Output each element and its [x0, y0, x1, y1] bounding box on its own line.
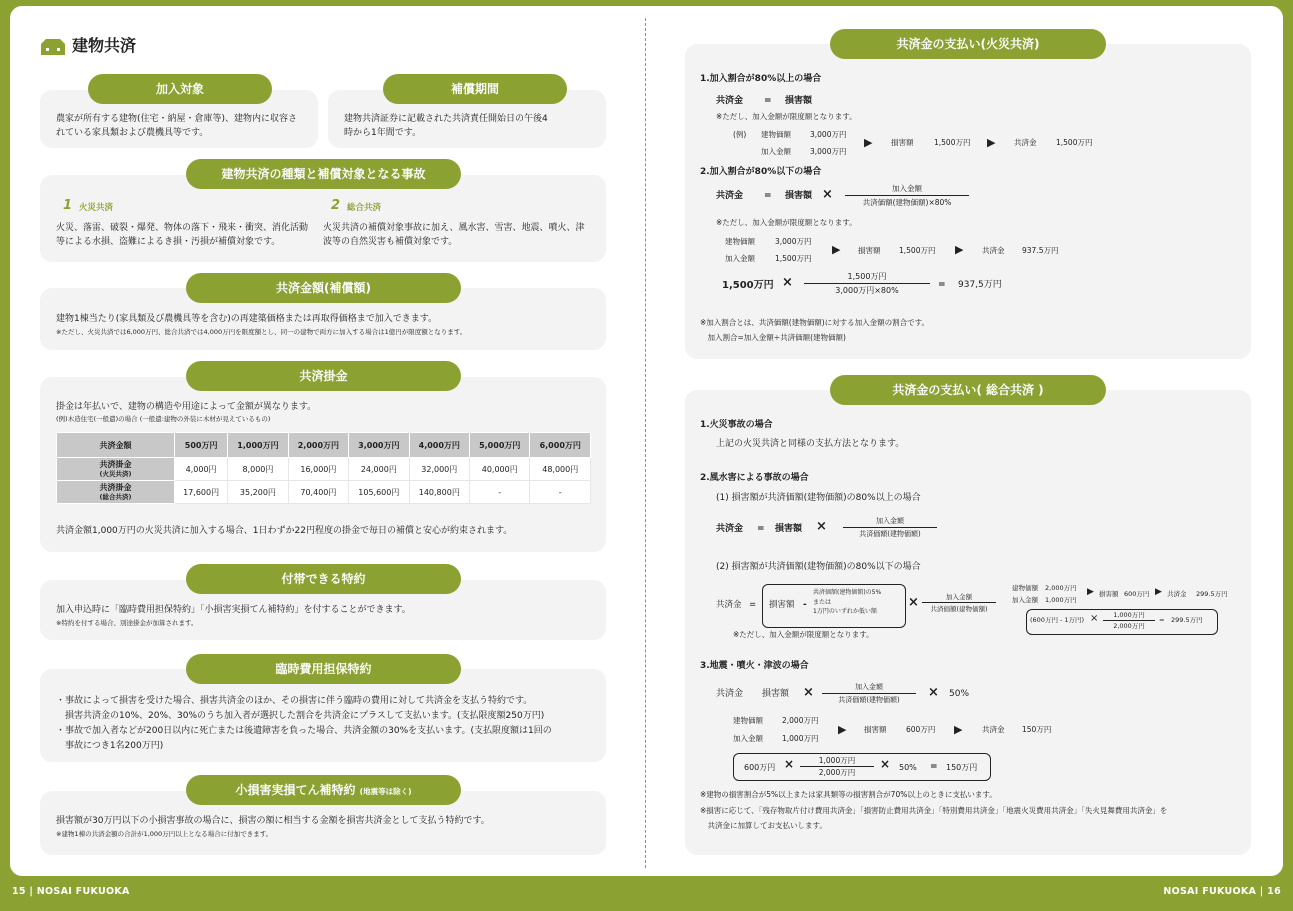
sogo-section-1-text: 上記の火災共済と同様の支払方法となります。	[716, 439, 905, 449]
ex3-ka-label: 加入金額	[1012, 596, 1038, 604]
table-cell: 48,000円	[530, 458, 591, 481]
ex-sg-label: 損害額	[891, 138, 914, 147]
formula-equals: =	[930, 762, 938, 772]
shurui-text-a2: 等による水損、盗難によるき損・汚損が補償対象です。	[56, 237, 281, 247]
sogo-section-2: 2.風水害による事故の場合	[700, 473, 809, 483]
calc-subtraction: (600万円 - 1万円)	[1030, 616, 1085, 624]
table-cell: 70,400円	[288, 481, 348, 504]
footer-right: NOSAI FUKUOKA | 16	[1163, 886, 1281, 897]
kakekin-table	[56, 432, 591, 504]
ex2-kv-label: 建物価額	[725, 237, 755, 246]
shoson-text-1: 損害額が30万円以下の小損害事故の場合に、損害の額に相当する金額を損害共済金として支払う特約です。	[56, 816, 490, 826]
fraction-denominator: 共済価額(建物価額)	[930, 605, 988, 613]
shurui-text-b2: 波等の自然災害も補償対象です。	[323, 237, 458, 247]
table-header-row	[57, 433, 591, 458]
rinji-heading: 臨時費用担保特約	[186, 654, 461, 684]
sogo-section-1: 1.火災事故の場合	[700, 420, 773, 430]
shurui-num-2: 2	[331, 198, 341, 213]
calc-fraction	[804, 271, 930, 296]
row-header-main: 共済掛金	[99, 459, 132, 469]
ex2-ka-value: 1,500万円	[775, 254, 812, 263]
formula-songai: 損害額	[762, 689, 790, 699]
times-icon: ×	[782, 275, 793, 290]
hosho-text-1: 建物共済証券に記載された共済責任開始日の午後4	[344, 114, 548, 124]
table-cell: 24,000円	[349, 458, 409, 481]
kasai-heading: 共済金の支払い(火災共済)	[830, 29, 1106, 59]
ex4-kyo-value: 150万円	[1022, 725, 1052, 734]
formula-minus: -	[803, 600, 807, 610]
fraction-denominator: 共済価額(建物価額)	[859, 530, 921, 538]
ex-kv-label: 建物価額	[761, 130, 791, 139]
ex-sg-value: 1,500万円	[934, 138, 971, 147]
kingaku-text-1: 建物1棟当たり(家具類及び農機具等を含む)の再建築価格または再取得価格まで加入できます。	[56, 314, 438, 324]
ex4-ka-value: 1,000万円	[782, 734, 819, 743]
ex3-sg-label: 損害額	[1099, 590, 1119, 598]
fraction-denominator: 共済価額(建物価額)×80%	[862, 198, 952, 207]
rinji-text-3: ・事故で加入者などが200日以内に死亡または後遺障害を負った場合、共済金額の30%を支払います。(支払限度額は1回の	[56, 726, 552, 736]
formula-kyosaikin: 共済金	[716, 524, 744, 534]
ex3-kv-label: 建物価額	[1012, 584, 1038, 592]
kanyu-text-1: 農家が所有する建物(住宅・納屋・倉庫等)、建物内に収容さ	[56, 114, 298, 124]
times-icon: ×	[822, 187, 833, 202]
sogo-note-2: ※建物の損害割合が5%以上または家具類等の損害割合が70%以上のときに支払います。	[700, 790, 997, 799]
kingaku-heading: 共済金額(補償額)	[186, 273, 461, 303]
shoson-heading-sub: (地震等は除く)	[359, 787, 412, 796]
table-cell: 105,600円	[349, 481, 409, 504]
times-icon: ×	[784, 757, 795, 771]
rinji-text-2: 損害共済金の10%、20%、30%のうち加入者が選択した割合を共済金にプラスして支払います。(支払限度額250万円)	[56, 711, 545, 721]
table-header: 共済金額	[57, 433, 175, 458]
formula-equals: =	[764, 96, 772, 106]
example-label: (例)	[733, 130, 747, 139]
kasai-section-1: 1.加入割合が80%以上の場合	[700, 74, 822, 84]
sogo-section-2b: (2) 損害額が共済価額(建物価額)の80%以下の場合	[716, 562, 921, 572]
ex-ka-value: 3,000万円	[810, 147, 847, 156]
shoson-heading-main: 小損害実損てん補特約	[235, 783, 356, 797]
table-cell: 40,000円	[470, 458, 530, 481]
ex2-kyo-value: 937.5万円	[1022, 246, 1059, 255]
table-row	[57, 481, 591, 504]
ex2-sg-value: 1,500万円	[899, 246, 936, 255]
ex-ka-label: 加入金額	[761, 147, 791, 156]
fraction-denominator: 3,000万円×80%	[835, 286, 899, 295]
row-header	[57, 458, 175, 481]
row-header	[57, 481, 175, 504]
fraction-kanyu	[822, 682, 916, 705]
table-header: 3,000万円	[349, 433, 409, 458]
fraction-kanyu	[843, 516, 937, 539]
formula-equals: =	[938, 280, 946, 290]
fraction-numerator: 加入金額	[843, 516, 937, 528]
tokuyaku-heading: 付帯できる特約	[186, 564, 461, 594]
table-row	[57, 458, 591, 481]
tokuyaku-text-1: 加入申込時に「臨時費用担保特約」「小損害実損てん補特約」を付することができます。	[56, 605, 411, 615]
ex2-kyo-label: 共済金	[982, 246, 1005, 255]
hosho-text-2: 時から1年間です。	[344, 128, 422, 138]
formula-songai: 損害額	[775, 524, 803, 534]
calc-amount: 600万円	[744, 763, 776, 772]
ex-kyo-value: 1,500万円	[1056, 138, 1093, 147]
row-header-sub: (火災共済)	[99, 469, 132, 478]
calc-amount: 1,500万円	[722, 280, 774, 291]
ex2-ka-label: 加入金額	[725, 254, 755, 263]
ex4-kyo-label: 共済金	[982, 725, 1005, 734]
calc-fraction	[1103, 611, 1155, 630]
times-icon: ×	[880, 757, 891, 771]
formula-kyosaikin: 共済金	[716, 689, 744, 699]
calc-result: 937,5万円	[958, 280, 1002, 290]
table-cell: 8,000円	[228, 458, 288, 481]
formula-equals: =	[764, 191, 772, 201]
times-icon: ×	[816, 519, 827, 534]
arrow-right-icon: ▶	[1155, 587, 1162, 597]
kakekin-note: 共済金額1,000万円の火災共済に加入する場合、1日わずか22円程度の掛金で毎日の補償と安心が約束されます。	[56, 526, 513, 536]
pct-50: 50%	[949, 689, 970, 699]
fraction-kanyu	[922, 592, 996, 613]
ex-kv-value: 3,000万円	[810, 130, 847, 139]
min-option-1: 共済価額(建物価額)の5%	[813, 589, 882, 596]
kasai-note-3: ※加入割合とは、共済価額(建物価額)に対する加入金額の割合です。	[700, 318, 930, 327]
table-header: 2,000万円	[288, 433, 348, 458]
table-header: 6,000万円	[530, 433, 591, 458]
formula-songai: 損害額	[785, 96, 813, 106]
times-icon: ×	[803, 685, 814, 700]
sogo-section-2a: (1) 損害額が共済価額(建物価額)の80%以上の場合	[716, 493, 921, 503]
table-header: 1,000万円	[228, 433, 288, 458]
kakekin-text-1: 掛金は年払いで、建物の構造や用途によって金額が異なります。	[56, 402, 317, 412]
rinji-text-1: ・事故によって損害を受けた場合、損害共済金のほか、その損害に伴う臨時の費用に対して共済金を支払う特約です。	[56, 696, 533, 706]
kingaku-note: ※ただし、火災共済では6,000万円、総合共済では4,000万円を限度額とし、同一の建物で両方に加入する場合は1億円が限度額となります。	[56, 328, 467, 336]
formula-equals: =	[749, 600, 757, 610]
calc-fraction	[800, 756, 874, 777]
ex3-kyo-label: 共済金	[1167, 590, 1187, 598]
kanyu-text-2: れている家具類および農機具等です。	[56, 128, 209, 138]
shurui-label-1: 火災共済	[79, 203, 114, 213]
sogo-note-3: ※損害に応じて、「残存物取片付け費用共済金」「損害防止費用共済金」「特別費用共済金」「地震火災費用共済金」「失火見舞費用共済金」を	[700, 806, 1168, 815]
table-cell: 16,000円	[288, 458, 348, 481]
fraction-numerator: 加入金額	[922, 592, 996, 603]
fraction-numerator: 加入金額	[845, 183, 969, 196]
min-option-or: または	[813, 599, 832, 606]
ex2-kv-value: 3,000万円	[775, 237, 812, 246]
table-header: 500万円	[175, 433, 228, 458]
table-cell: 32,000円	[409, 458, 469, 481]
fraction-80	[845, 183, 969, 208]
shurui-text-a1: 火災、落雷、破裂・爆発、物体の落下・飛来・衝突、消化活動	[56, 223, 309, 233]
min-option-2: 1万円のいずれか低い額	[813, 608, 877, 615]
ex4-ka-label: 加入金額	[733, 734, 763, 743]
arrow-right-icon: ▶	[838, 723, 847, 736]
fraction-numerator: 1,500万円	[804, 271, 930, 284]
table-header: 4,000万円	[409, 433, 469, 458]
calc-result: 150万円	[946, 763, 978, 772]
footer-left: 15 | NOSAI FUKUOKA	[12, 886, 130, 897]
formula-equals: =	[1159, 616, 1165, 624]
ex4-kv-label: 建物価額	[733, 716, 763, 725]
fraction-numerator: 加入金額	[822, 682, 916, 694]
fraction-denominator: 2,000万円	[1113, 622, 1145, 630]
shurui-label-2: 総合共済	[347, 203, 382, 213]
ex-kyo-label: 共済金	[1014, 138, 1037, 147]
table-cell: 4,000円	[175, 458, 228, 481]
ex3-kv-value: 2,000万円	[1045, 584, 1077, 592]
kasai-note-1: ※ただし、加入金額が限度額となります。	[716, 112, 857, 121]
fraction-numerator: 1,000万円	[800, 756, 874, 767]
table-cell: 17,600円	[175, 481, 228, 504]
shoson-note: ※建物1棟の共済金額の合計が1,000万円以上となる場合に付加できます。	[56, 830, 273, 838]
kasai-section-2: 2.加入割合が80%以下の場合	[700, 167, 822, 177]
formula-equals: =	[757, 524, 765, 534]
times-icon: ×	[1090, 613, 1099, 624]
kasai-note-4: 加入割合=加入金額÷共済価額(建物価額)	[700, 333, 846, 342]
kasai-note-2: ※ただし、加入金額が限度額となります。	[716, 218, 857, 227]
kakekin-heading: 共済掛金	[186, 361, 461, 391]
formula-kyosaikin: 共済金	[716, 191, 744, 201]
table-header: 5,000万円	[470, 433, 530, 458]
fraction-denominator: 2,000万円	[818, 768, 856, 777]
arrow-right-icon: ▶	[954, 723, 963, 736]
table-cell: 35,200円	[228, 481, 288, 504]
hosho-heading: 補償期間	[383, 74, 567, 104]
ex4-kv-value: 2,000万円	[782, 716, 819, 725]
sogo-heading: 共済金の支払い( 総合共済 )	[830, 375, 1106, 405]
fraction-numerator: 1,000万円	[1103, 611, 1155, 621]
page-title: 建物共済	[72, 36, 137, 55]
ex4-sg-value: 600万円	[906, 725, 936, 734]
calc-pct: 50%	[899, 763, 917, 772]
arrow-right-icon: ▶	[955, 243, 964, 256]
formula-kyosaikin: 共済金	[716, 96, 744, 106]
tokuyaku-note: ※特約を付する場合、別途掛金が加算されます。	[56, 619, 198, 627]
times-icon: ×	[928, 685, 939, 700]
arrow-right-icon: ▶	[1087, 587, 1094, 597]
formula-songai: 損害額	[769, 600, 795, 610]
shoson-heading	[186, 775, 461, 805]
sogo-note-1: ※ただし、加入金額が限度額となります。	[733, 630, 874, 639]
sogo-note-4: 共済金に加算してお支払いします。	[700, 821, 827, 830]
shurui-num-1: 1	[63, 198, 73, 213]
center-divider	[645, 18, 646, 868]
arrow-right-icon: ▶	[832, 243, 841, 256]
rinji-text-4: 事故につき1名200万円)	[56, 741, 164, 751]
kakekin-example: (例)木造住宅(一般遣)の場合 (一般遣:建物の外装に木材が見えているもの)	[56, 415, 271, 423]
house-icon	[40, 38, 66, 56]
kanyu-heading: 加入対象	[88, 74, 272, 104]
table-cell: 140,800円	[409, 481, 469, 504]
arrow-right-icon: ▶	[864, 136, 873, 149]
ex3-ka-value: 1,000万円	[1045, 596, 1077, 604]
times-icon: ×	[908, 595, 919, 610]
arrow-right-icon: ▶	[987, 136, 996, 149]
row-header-main: 共済掛金	[99, 482, 132, 492]
ex4-sg-label: 損害額	[864, 725, 887, 734]
sogo-section-3: 3.地震・噴火・津波の場合	[700, 661, 809, 671]
shurui-text-b1: 火災共済の補償対象事故に加え、風水害、雪害、地震、噴火、津	[323, 223, 585, 233]
ex2-sg-label: 損害額	[858, 246, 881, 255]
ex3-sg-value: 600万円	[1124, 590, 1150, 598]
formula-songai: 損害額	[785, 191, 813, 201]
ex3-kyo-value: 299.5万円	[1196, 590, 1228, 598]
table-cell: -	[470, 481, 530, 504]
fraction-denominator: 共済価額(建物価額)	[838, 696, 900, 704]
shurui-heading: 建物共済の種類と補償対象となる事故	[186, 159, 461, 189]
row-header-sub: (総合共済)	[99, 492, 132, 501]
formula-kyosaikin: 共済金	[716, 600, 742, 610]
calc-result: 299.5万円	[1171, 616, 1203, 624]
table-cell: -	[530, 481, 591, 504]
